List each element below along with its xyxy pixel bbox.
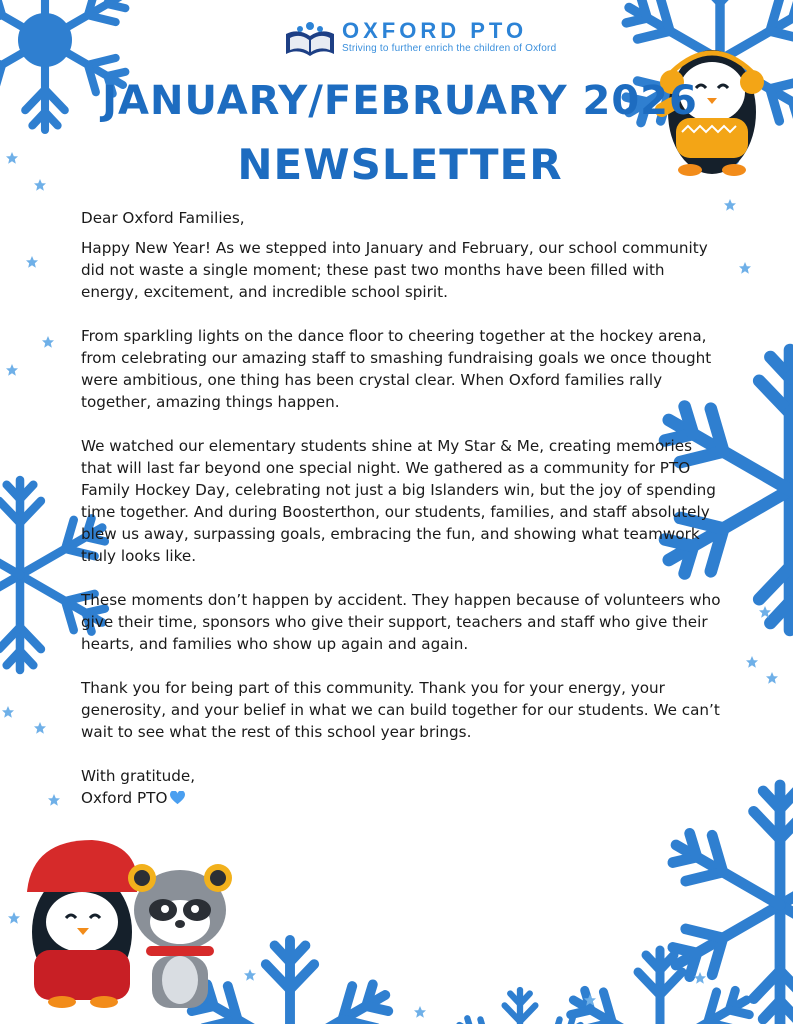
snowflake-icon (562, 950, 757, 1024)
pto-logo (282, 18, 557, 62)
letter-signature-line (81, 787, 721, 809)
snowflake-icon (663, 785, 793, 1024)
raccoon-icon (128, 864, 232, 1008)
snowflake-icon (452, 990, 589, 1024)
blue-heart-icon (170, 791, 185, 805)
org-name: OXFORD PTO (342, 18, 528, 43)
letter-greeting: Dear Oxford Families, (81, 209, 245, 227)
letter-paragraph: These moments don’t happen by accident. They happen because of volunteers who give their time, sponsors who give their support, teachers and staff who give their hearts, and families who show up again and again. (81, 591, 721, 653)
letter-body (81, 207, 721, 809)
newsletter-title-line2: NEWSLETTER (237, 140, 563, 189)
letter-signature: Oxford PTO (81, 789, 168, 807)
book-logo-icon (282, 20, 338, 60)
letter-paragraph: We watched our elementary students shine at My Star & Me, creating memories that will last far beyond one special night. We gathered as a community for PTO Family Hockey Day, celebrating not just a big Islanders win, but the joy of spending time together. And during Boosterthon, our students, families, and staff absolutely blew us away, surpassing goals, embracing the fun, and showing what teamwork truly looks like. (81, 437, 716, 565)
snowflake-icon (183, 940, 398, 1024)
letter-paragraph: Happy New Year! As we stepped into January and February, our school community did not waste a single moment; these past two months have been filled with energy, excitement, and incredible school spirit. (81, 239, 708, 301)
letter-paragraph: From sparkling lights on the dance floor to cheering together at the hockey arena, from celebrating our amazing staff to smashing fundraising goals we once thought were ambitious, one thing has been crystal clear. When Oxford families rally together, amazing things happen. (81, 327, 712, 411)
penguin-red-hat-icon (27, 840, 137, 1008)
newsletter-title-line1: JANUARY/FEBRUARY 2026 (102, 78, 698, 124)
org-tagline: Striving to further enrich the children of Oxford (342, 43, 557, 54)
letter-paragraph: Thank you for being part of this community. Thank you for your energy, your generosity, and your belief in what we can build together for our students. We can’t wait to see what the rest of this school year brings. (81, 679, 720, 741)
letter-closing: With gratitude, (81, 767, 196, 785)
